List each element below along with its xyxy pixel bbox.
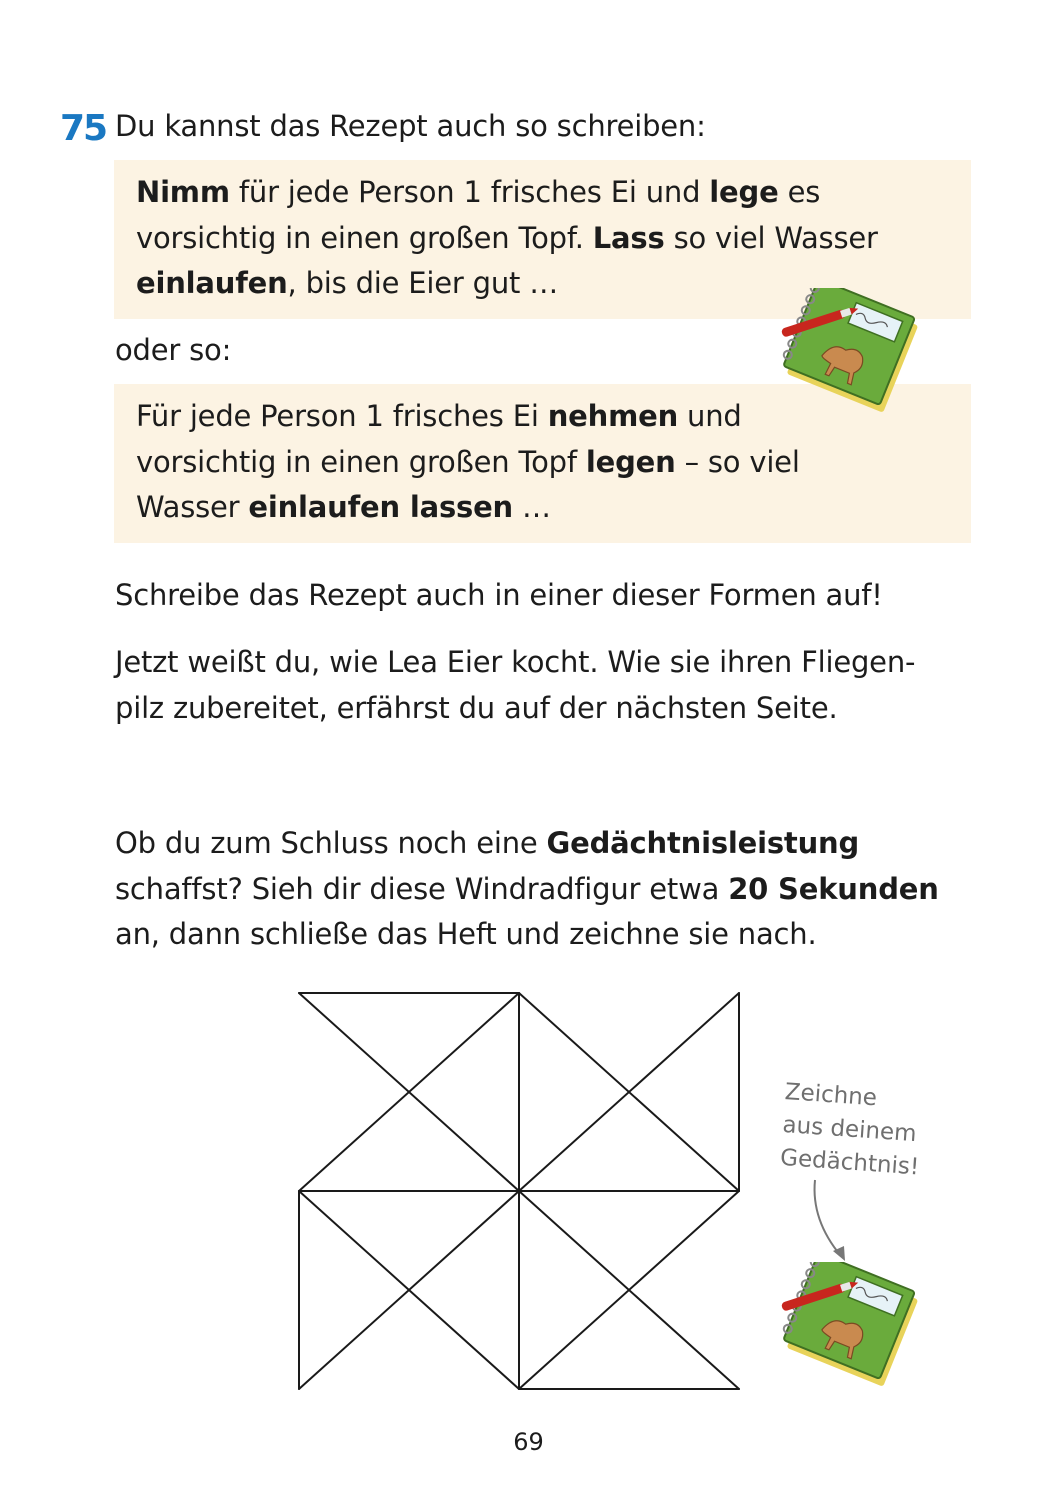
box1-line-3: einlaufen, bis die Eier gut … <box>136 266 559 300</box>
exercise-intro: Du kannst das Rezept auch so schreiben: <box>115 109 706 143</box>
outro-text <box>115 640 915 731</box>
box1-line-2: vorsichtig in einen großen Topf. Lass so viel Wasser <box>136 220 878 255</box>
memory-line-3: an, dann schließe das Heft und zeichne sie nach. <box>115 917 817 951</box>
exercise-number: 75 <box>60 108 107 149</box>
example-box-1-text <box>136 170 878 307</box>
between-text: oder so: <box>115 333 232 367</box>
memory-line-1: Ob du zum Schluss noch eine Gedächtnisleistung <box>115 826 860 860</box>
outro-line-2: pilz zubereitet, erfährst du auf der nächsten Seite. <box>115 690 838 725</box>
box2-line-3: Wasser einlaufen lassen … <box>136 490 551 524</box>
outro-line-1: Jetzt weißt du, wie Lea Eier kocht. Wie sie ihren Fliegen- <box>115 645 916 679</box>
note-line-1: Zeichne <box>783 1078 878 1112</box>
box1-line-1: Nimm für jede Person 1 frisches Ei und lege es <box>136 175 821 209</box>
page-number: 69 <box>513 1428 544 1456</box>
memory-note <box>779 1076 936 1185</box>
task-text: Schreibe das Rezept auch in einer dieser Formen auf! <box>115 578 883 612</box>
note-line-3: Gedächtnis! <box>779 1144 920 1181</box>
memory-text <box>115 821 939 958</box>
pinwheel-figure <box>290 985 750 1395</box>
example-box-2-text <box>136 394 800 531</box>
notebook-with-pen-icon <box>775 1262 925 1392</box>
notebook-with-pen-icon <box>775 288 925 418</box>
note-line-2: aus deinem <box>781 1111 918 1148</box>
memory-line-2: schaffst? Sieh dir diese Windradfigur etwa 20 Sekunden <box>115 871 939 906</box>
curved-arrow-icon <box>805 1175 855 1265</box>
box2-line-1: Für jede Person 1 frisches Ei nehmen und <box>136 399 742 433</box>
box2-line-2: vorsichtig in einen großen Topf legen – so viel <box>136 444 800 479</box>
